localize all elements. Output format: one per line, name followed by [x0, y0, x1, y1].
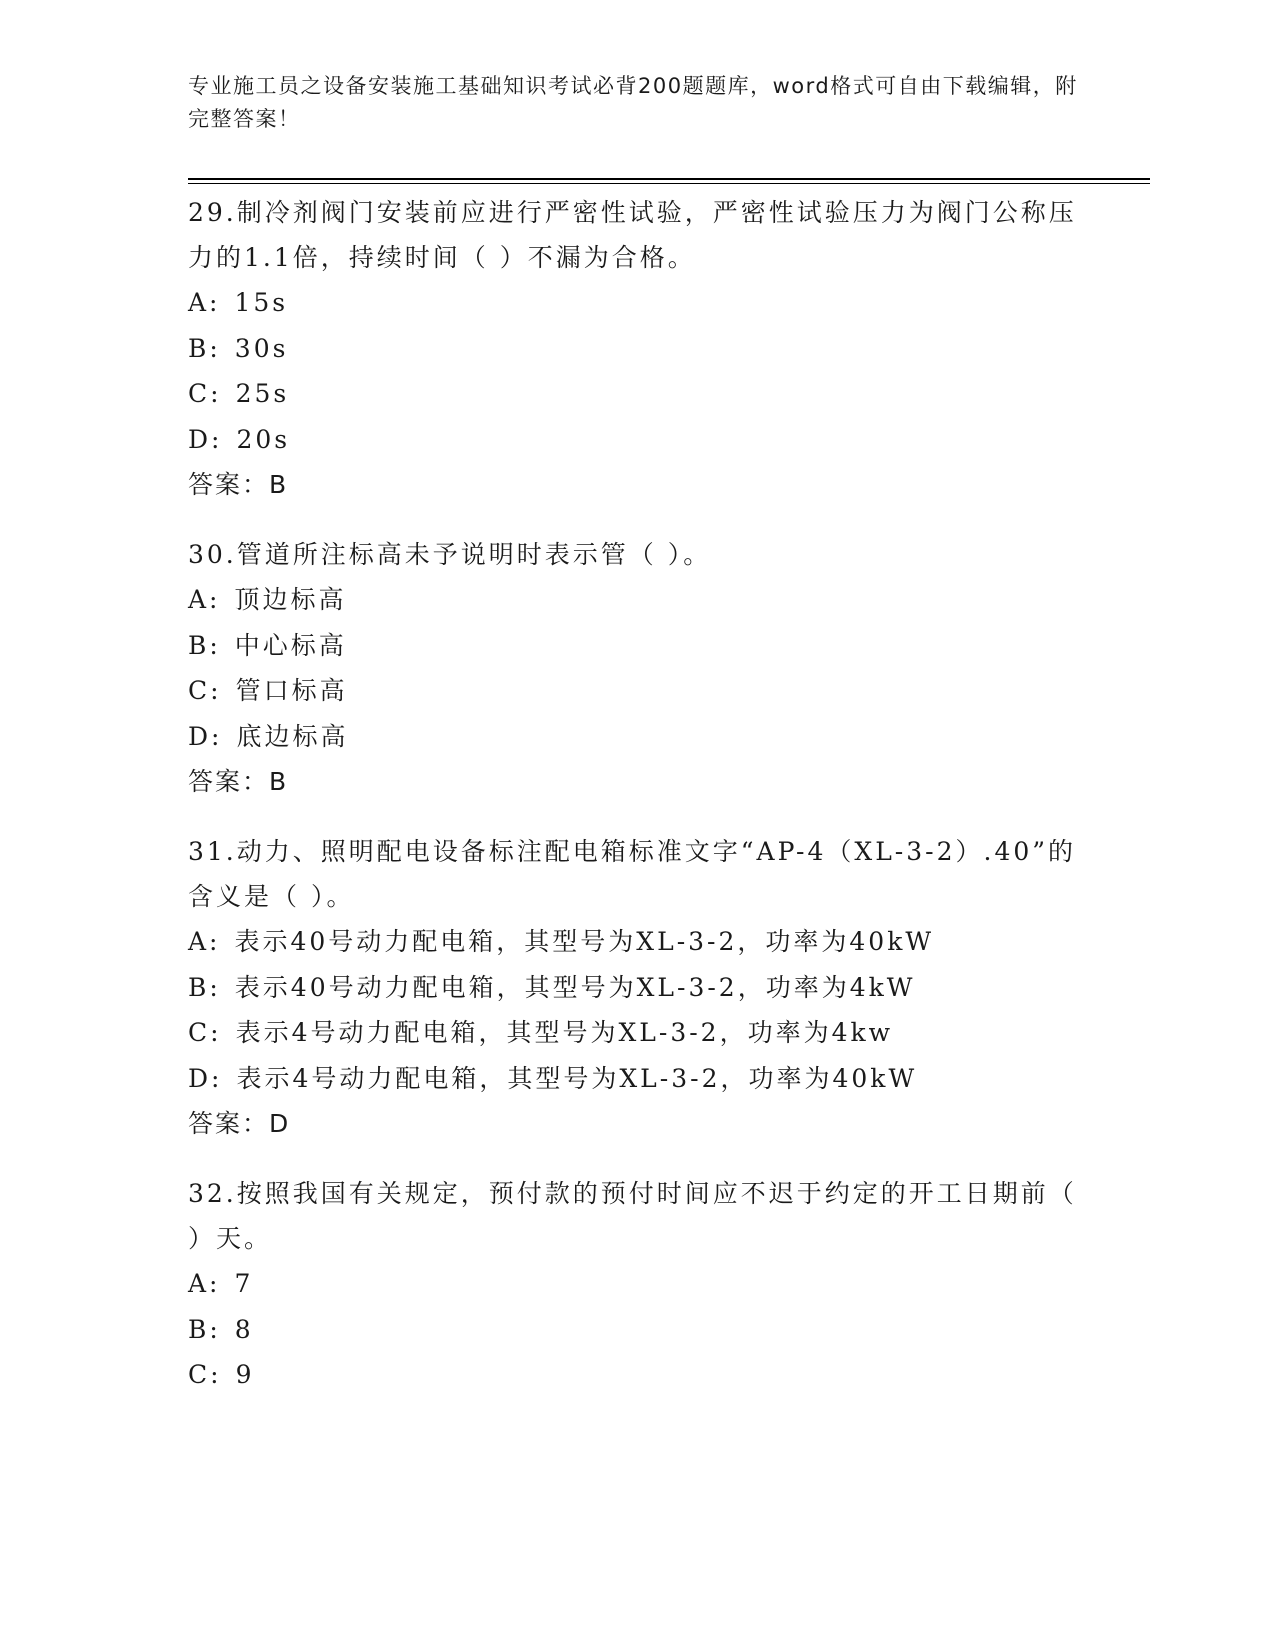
- header-divider-thick: [188, 178, 1150, 180]
- question-32: [188, 1171, 1088, 1398]
- option-c: C: 25s: [188, 379, 290, 408]
- option-a: A: 顶边标高: [188, 585, 347, 614]
- question-30: [188, 532, 1088, 804]
- header-divider-thin: [188, 183, 1150, 184]
- answer-line: 答案：D: [188, 1109, 291, 1138]
- document-header: 专业施工员之设备安装施工基础知识考试必背200题题库，word格式可自由下载编辑，附完整答案！: [188, 74, 1078, 131]
- answer-line: 答案：B: [188, 767, 289, 796]
- question-29: [188, 190, 1088, 507]
- option-b: B: 中心标高: [188, 630, 347, 660]
- question-stem: 31.动力、照明配电设备标注配电箱标准文字“AP-4（XL-3-2）.40”的含义是（ ）。: [188, 837, 1077, 911]
- option-a: A: 表示40号动力配电箱，其型号为XL-3-2，功率为40kW: [188, 927, 935, 956]
- option-b: B: 8: [188, 1314, 254, 1344]
- option-d: D: 20s: [188, 424, 291, 454]
- question-list: [188, 190, 1088, 1423]
- option-d: D: 表示4号动力配电箱，其型号为XL-3-2，功率为40kW: [188, 1063, 918, 1093]
- question-31: [188, 829, 1088, 1146]
- option-c: C: 9: [188, 1360, 255, 1389]
- option-b: B: 30s: [188, 333, 289, 363]
- option-c: C: 管口标高: [188, 676, 348, 705]
- option-b: B: 表示40号动力配电箱，其型号为XL-3-2，功率为4kW: [188, 972, 916, 1002]
- option-d: D: 底边标高: [188, 721, 349, 751]
- option-c: C: 表示4号动力配电箱，其型号为XL-3-2，功率为4kw: [188, 1018, 894, 1047]
- question-stem: 29.制冷剂阀门安装前应进行严密性试验，严密性试验压力为阀门公称压力的1.1倍，持续时间（ ）不漏为合格。: [188, 198, 1077, 272]
- option-a: A: 7: [188, 1269, 254, 1298]
- question-stem: 30.管道所注标高未予说明时表示管（ ）。: [188, 540, 712, 569]
- answer-line: 答案：B: [188, 470, 289, 499]
- option-a: A: 15s: [188, 288, 289, 317]
- question-stem: 32.按照我国有关规定，预付款的预付时间应不迟于约定的开工日期前（ ）天。: [188, 1179, 1077, 1253]
